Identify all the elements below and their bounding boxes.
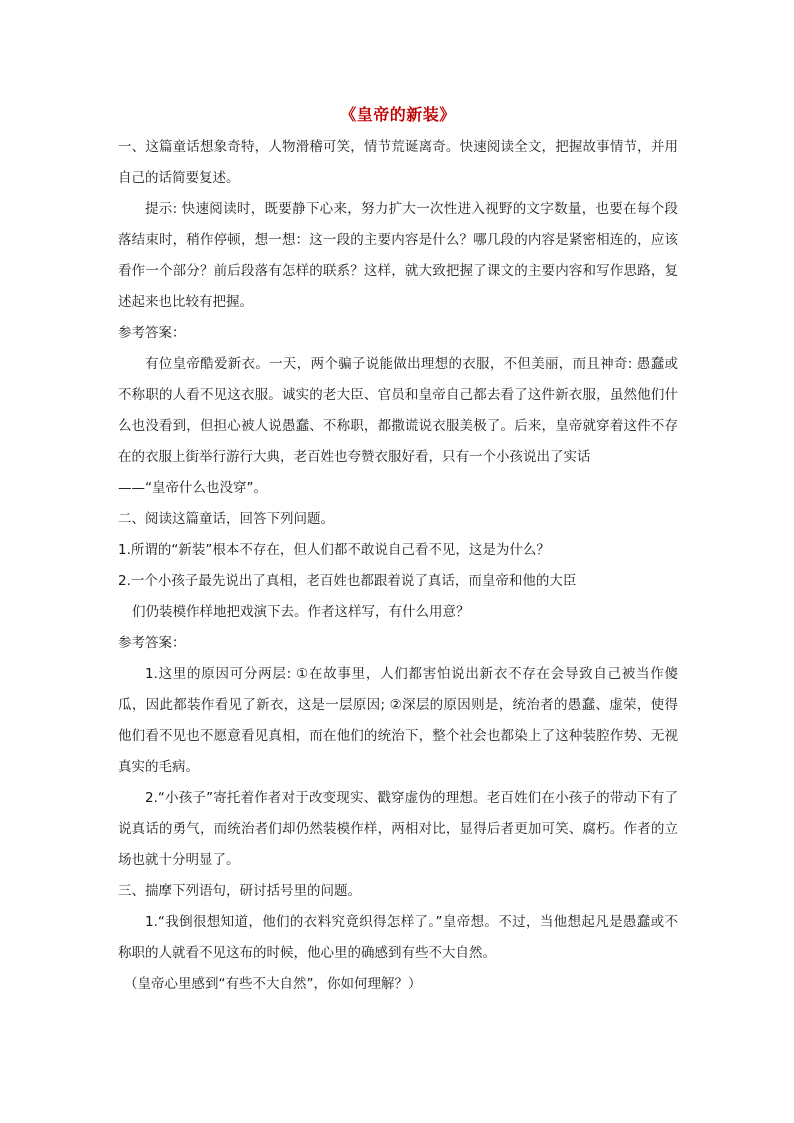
section2-answer-1: 1.这里的原因可分两层: ①在故事里，人们都害怕说出新衣不存在会导致自己被当作傻瓜，因此都装作看见了新衣，这是一层原因; ②深层的原因则是，统治者的愚蠢、虚荣，使得他们看不见也不愿意看见真相，而在他们的统治下，整个社会也都染上了这种装腔作势、无视真实的毛病。: [118, 666, 678, 775]
section2-question-2-line2: 们仍装模作样地把戏演下去。作者这样写，有什么用意？: [132, 604, 470, 620]
section3-heading: 三、揣摩下列语句，研讨括号里的问题。: [118, 883, 361, 899]
section3-question-1: 1.“我倒很想知道，他们的衣料究竟织得怎样了。”皇帝想。不过，当他想起凡是愚蠢或不称职的人就看不见这布的时候，他心里的确感到有些不大自然。: [118, 914, 678, 961]
section1-answer-label: 参考答案：: [118, 325, 186, 341]
section1-question: 一、这篇童话想象奇特，人物滑稽可笑，情节荒诞离奇。快速阅读全文，把握故事情节，并用自己的话简要复述。: [118, 139, 678, 186]
section2-question-2-line1: 2.一个小孩子最先说出了真相，老百姓也都跟着说了真话，而皇帝和他的大臣: [118, 573, 577, 589]
section2-answer-2: 2.“小孩子”寄托着作者对于改变现实、戳穿虚伪的理想。老百姓们在小孩子的带动下有了说真话的勇气，而统治者们却仍然装模作样，两相对比，显得后者更加可笑、腐朽。作者的立场也就十分明显了。: [118, 790, 678, 868]
document-page: [118, 100, 678, 1000]
section1-answer-end: ——“皇帝什么也没穿”。: [118, 480, 267, 496]
section2-answer-label: 参考答案：: [118, 635, 186, 651]
section2-heading: 二、阅读这篇童话，回答下列问题。: [118, 511, 334, 527]
section2-question-1: 1.所谓的“新装”根本不存在，但人们都不敢说自己看不见，这是为什么？: [118, 542, 550, 558]
section1-answer: 有位皇帝酷爱新衣。一天，两个骗子说能做出理想的衣服，不但美丽，而且神奇: 愚蠢或不称职的人看不见这衣服。诚实的老大臣、官员和皇帝自己都去看了这件新衣服，虽然他们什么也没看到，但担心被人说愚蠢、不称职，都撒谎说衣服美极了。后来，皇帝就穿着这件不存在的衣服上街举行游行大典，老百姓也夸赞衣服好看，只有一个小孩说出了实话: [118, 356, 678, 465]
document-title: 《皇帝的新装》: [340, 105, 456, 124]
section1-hint: 提示: 快速阅读时，既要静下心来，努力扩大一次性进入视野的文字数量，也要在每个段落结束时，稍作停顿，想一想：这一段的主要内容是什么？哪几段的内容是紧密相连的，应该看作一个部分？前后段落有怎样的联系？这样，就大致把握了课文的主要内容和写作思路，复述起来也比较有把握。: [118, 201, 678, 310]
section3-question-1-prompt: （皇帝心里感到“有些不大自然”，你如何理解？）: [124, 976, 422, 992]
